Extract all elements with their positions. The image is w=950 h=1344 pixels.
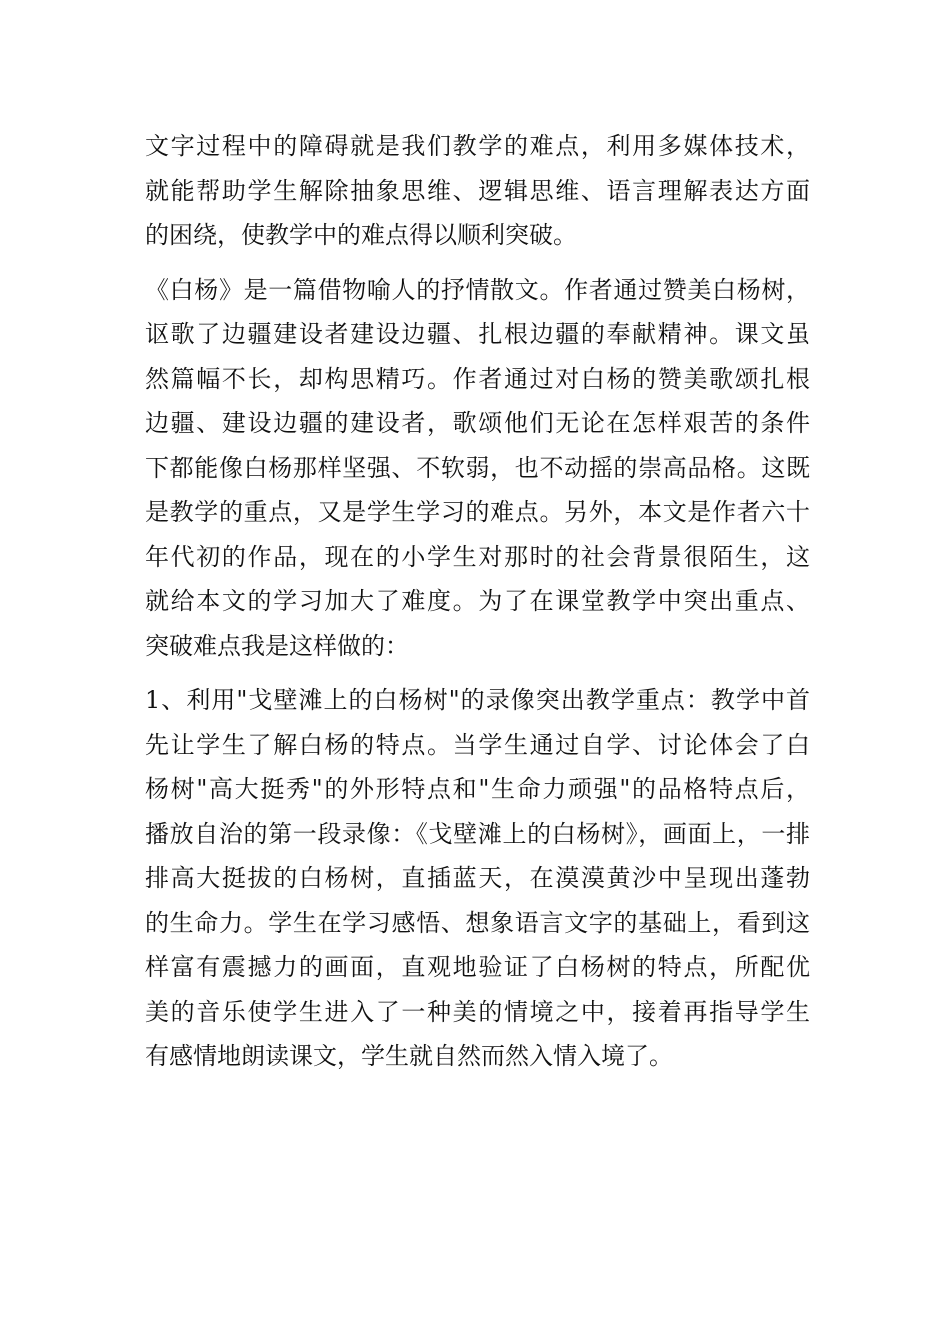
paragraph-2 [145,268,810,669]
text-line: 美的音乐使学生进入了一种美的情境之中，接着再指导学生 [145,997,810,1026]
text-line: 文字过程中的障碍就是我们教学的难点，利用多媒体技术， [145,132,810,160]
text-line: 然篇幅不长，却构思精巧。作者通过对白杨的赞美歌颂扎根 [145,364,810,393]
document-page [145,124,810,1089]
text-line: 下都能像白杨那样坚强、不软弱，也不动摇的崇高品格。这既 [145,453,810,482]
text-line: 1、利用"戈壁滩上的白杨树"的录像突出教学重点：教学中首 [145,686,810,714]
text-line: 的生命力。学生在学习感悟、想象语言文字的基础上，看到这 [145,908,810,937]
text-line: 讴歌了边疆建设者建设边疆、扎根边疆的奉献精神。课文虽 [145,320,810,348]
text-line: 就给本文的学习加大了难度。为了在课堂教学中突出重点、 [145,587,810,615]
paragraph-1 [145,124,810,258]
text-line: 先让学生了解白杨的特点。当学生通过自学、讨论体会了白 [145,730,810,759]
text-line: 排高大挺拔的白杨树，直插蓝天，在漠漠黄沙中呈现出蓬勃 [145,864,810,892]
text-line: 有感情地朗读课文，学生就自然而然入情入境了。 [145,1042,673,1070]
text-line: 是教学的重点，又是学生学习的难点。另外，本文是作者六十 [145,498,810,526]
text-line: 边疆、建设边疆的建设者，歌颂他们无论在怎样艰苦的条件 [145,409,810,437]
text-line: 的困绕，使教学中的难点得以顺利突破。 [145,221,577,249]
text-line: 《白杨》是一篇借物喻人的抒情散文。作者通过赞美白杨树， [145,275,810,304]
text-line: 突破难点我是这样做的： [145,631,409,660]
text-line: 样富有震撼力的画面，直观地验证了白杨树的特点，所配优 [145,953,810,981]
text-line: 播放自治的第一段录像：《戈壁滩上的白杨树》，画面上，一排 [145,819,810,848]
text-line: 就能帮助学生解除抽象思维、逻辑思维、语言理解表达方面 [145,176,810,205]
text-line: 年代初的作品，现在的小学生对那时的社会背景很陌生，这 [145,542,810,571]
paragraph-3 [145,678,810,1079]
text-line: 杨树"高大挺秀"的外形特点和"生命力顽强"的品格特点后， [145,775,810,803]
